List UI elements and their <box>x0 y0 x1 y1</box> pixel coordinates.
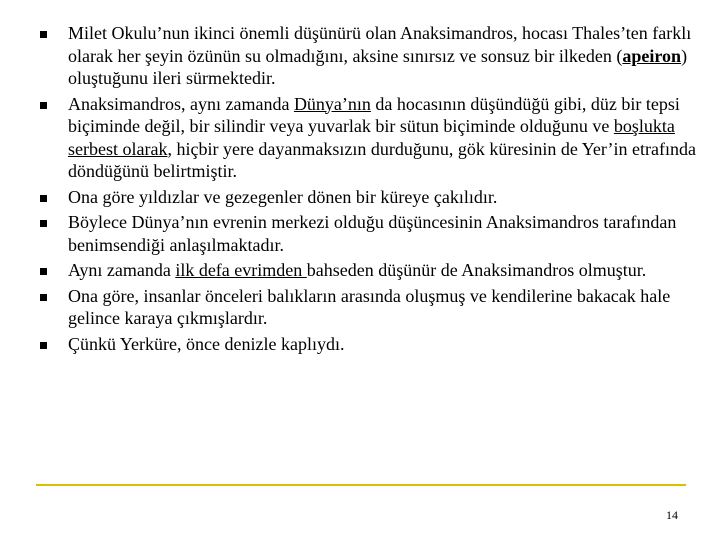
square-bullet-icon <box>40 195 47 202</box>
slide-content <box>36 22 706 358</box>
bullet-text: Anaksimandros, aynı zamanda <box>68 93 294 114</box>
emphasized-text: Dünya’nın <box>293 93 371 114</box>
footer-divider <box>36 484 686 486</box>
bullet-text: , hiçbir yere dayanmaksızın durduğunu, gök küresinin de Yer’in etrafında döndüğünü belirtmiştir. <box>68 138 696 181</box>
square-bullet-icon <box>40 102 47 109</box>
bullet-item <box>36 186 706 209</box>
bullet-list <box>36 22 706 355</box>
square-bullet-icon <box>40 342 47 349</box>
bullet-text: Ona göre yıldızlar ve gezegenler dönen bir küreye çakılıdır. <box>68 186 498 207</box>
bullet-item <box>36 211 706 256</box>
bullet-text: bahseden düşünür de Anaksimandros olmuştur. <box>306 260 647 280</box>
page-number: 14 <box>666 508 678 522</box>
emphasized-text: apeiron <box>622 45 682 66</box>
square-bullet-icon <box>40 268 47 275</box>
emphasized-text: ilk defa evrimden <box>175 260 307 280</box>
bullet-item <box>36 259 706 282</box>
bullet-item <box>36 93 706 183</box>
square-bullet-icon <box>40 31 47 38</box>
bullet-item <box>36 333 706 356</box>
square-bullet-icon <box>40 220 47 227</box>
bullet-text: Çünkü Yerküre, önce denizle kaplıydı. <box>68 333 345 354</box>
bullet-text: Böylece Dünya’nın evrenin merkezi olduğu düşüncesinin Anaksimandros tarafından benimsendiği anlaşılmaktadır. <box>68 212 677 255</box>
bullet-text: da hocasının düşündüğü gibi, düz bir tepsi biçiminde değil, bir silindir veya yuvarlak bir sütun biçiminde olduğunu ve <box>68 93 680 136</box>
emphasized-text: boşlukta serbest olarak <box>68 116 675 159</box>
bullet-text: ) oluştuğunu ileri sürmektedir. <box>68 45 688 88</box>
bullet-item <box>36 22 706 90</box>
square-bullet-icon <box>40 294 47 301</box>
bullet-text: Aynı zamanda <box>68 260 176 280</box>
bullet-item <box>36 285 706 330</box>
bullet-text: Ona göre, insanlar önceleri balıkların arasında oluşmuş ve kendilerine bakacak hale gelince karaya çıkmışlardır. <box>68 285 671 328</box>
bullet-text: Milet Okulu’nun ikinci önemli düşünürü olan Anaksimandros, hocası Thales’ten farklı olarak her şeyin özünün su olmadığını, aksine sınırsız ve sonsuz bir ilkeden ( <box>68 23 692 66</box>
